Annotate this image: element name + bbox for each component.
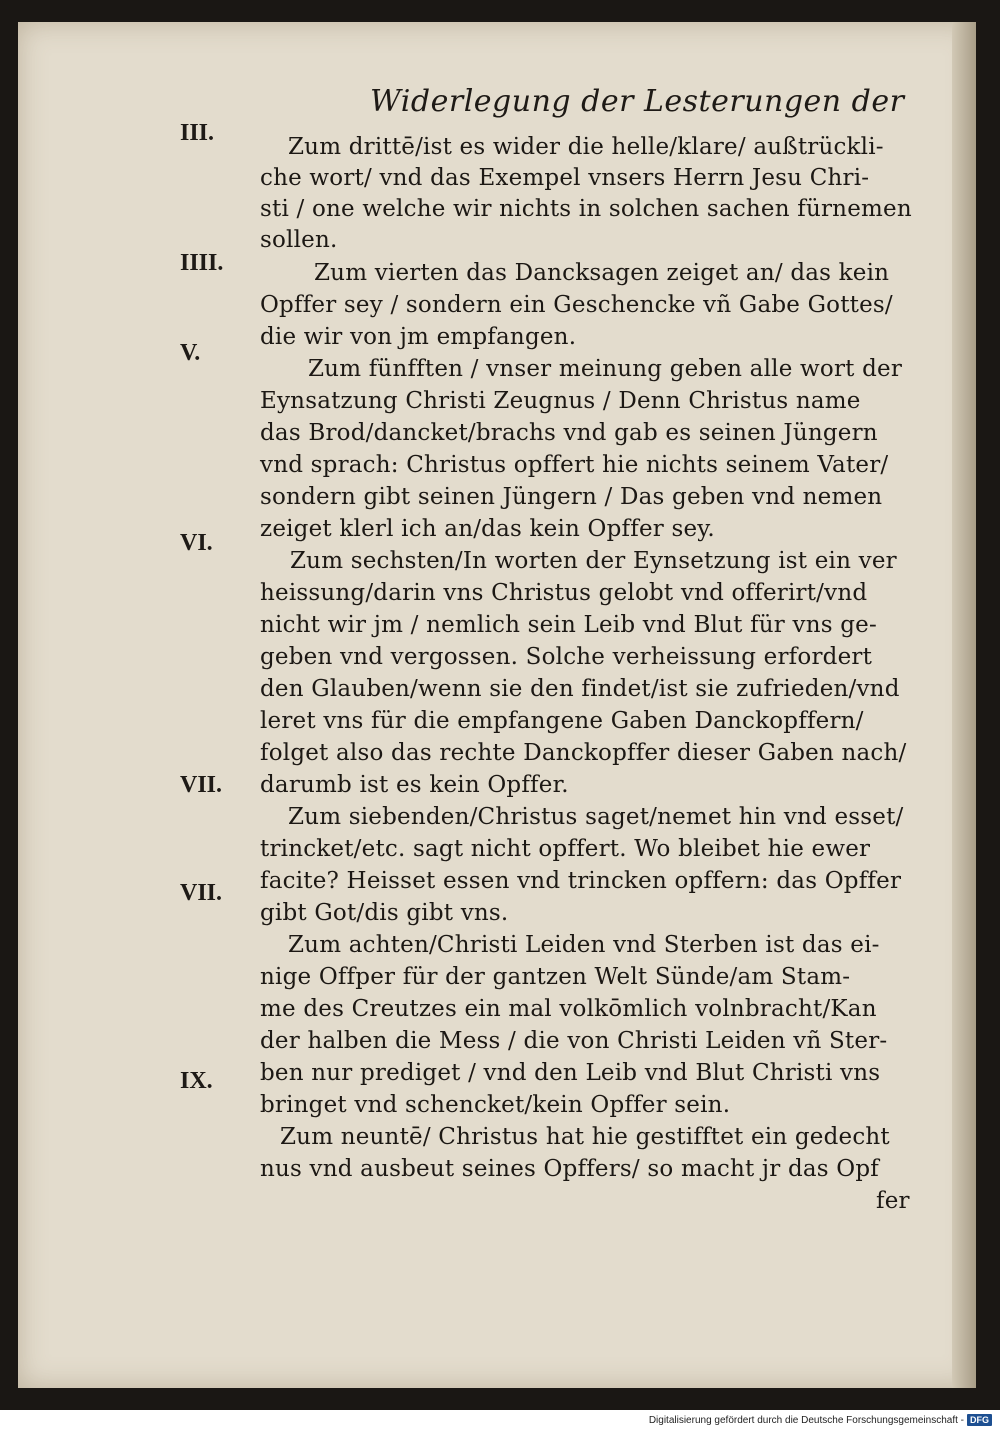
- margin-numeral: IIII.: [180, 250, 224, 276]
- margin-numeral: VI.: [180, 530, 213, 556]
- text-line: darumb ist es kein Opffer.: [260, 772, 569, 798]
- text-line: Zum sechsten/In worten der Eynsetzung ist ein ver: [290, 548, 897, 574]
- dfg-logo: DFG: [967, 1414, 992, 1426]
- text-line: Zum siebenden/Christus saget/nemet hin vnd esset/: [288, 804, 904, 830]
- text-line: ben nur prediget / vnd den Leib vnd Blut Christi vns: [260, 1060, 881, 1086]
- text-line: nus vnd ausbeut seines Opffers/ so macht jr das Opf: [260, 1156, 880, 1182]
- page-gutter-edge: [952, 22, 976, 1388]
- book-page: [18, 22, 976, 1388]
- text-line: me des Creutzes ein mal volkōmlich volnbracht/Kan: [260, 996, 877, 1022]
- margin-numeral: VII.: [180, 880, 223, 906]
- text-line: Zum neuntē/ Christus hat hie gestifftet ein gedecht: [280, 1124, 890, 1150]
- text-line: Zum fünfften / vnser meinung geben alle wort der: [308, 356, 903, 382]
- footer-text: Digitalisierung gefördert durch die Deutsche Forschungsgemeinschaft -: [648, 1415, 964, 1426]
- text-line: leret vns für die empfangene Gaben Danckopffern/: [260, 708, 864, 734]
- margin-numeral: IX.: [180, 1068, 213, 1094]
- text-line: Eynsatzung Christi Zeugnus / Denn Christus name: [260, 388, 861, 414]
- text-line: nige Offper für der gantzen Welt Sünde/am Stam-: [260, 964, 851, 990]
- margin-numeral: III.: [180, 120, 215, 146]
- text-line: sondern gibt seinen Jüngern / Das geben vnd nemen: [260, 484, 883, 510]
- text-line: den Glauben/wenn sie den findet/ist sie zufrieden/vnd: [260, 676, 900, 702]
- margin-numeral: VII.: [180, 772, 223, 798]
- text-line: sti / one welche wir nichts in solchen sachen fürnemen: [260, 196, 912, 222]
- text-line: Zum vierten das Dancksagen zeiget an/ das kein: [314, 260, 890, 286]
- text-line: gibt Got/dis gibt vns.: [260, 900, 509, 926]
- text-line: Zum achten/Christi Leiden vnd Sterben ist das ei-: [288, 932, 880, 958]
- text-line: Zum drittē/ist es wider die helle/klare/ außtrückli-: [288, 134, 884, 160]
- margin-numeral: V.: [180, 340, 201, 366]
- digitization-footer: [0, 1414, 992, 1426]
- text-line: trincket/etc. sagt nicht opffert. Wo bleibet hie ewer: [260, 836, 871, 862]
- running-head: Widerlegung der Lesterungen der: [370, 84, 905, 119]
- text-line: der halben die Mess / die von Christi Leiden vñ Ster-: [260, 1028, 888, 1054]
- text-line: die wir von jm empfangen.: [260, 324, 577, 350]
- text-line: Opffer sey / sondern ein Geschencke vñ Gabe Gottes/: [260, 292, 893, 318]
- text-line: das Brod/dancket/brachs vnd gab es seinen Jüngern: [260, 420, 878, 446]
- text-line: bringet vnd schencket/kein Opffer sein.: [260, 1092, 731, 1118]
- text-line: sollen.: [260, 227, 338, 253]
- text-line: heissung/darin vns Christus gelobt vnd offerirt/vnd: [260, 580, 868, 606]
- text-line: zeiget klerl ich an/das kein Opffer sey.: [260, 516, 715, 542]
- text-line: geben vnd vergossen. Solche verheissung erfordert: [260, 644, 873, 670]
- text-line: che wort/ vnd das Exempel vnsers Herrn Jesu Chri-: [260, 165, 870, 191]
- text-line: nicht wir jm / nemlich sein Leib vnd Blut für vns ge-: [260, 612, 877, 638]
- text-line: vnd sprach: Christus opffert hie nichts seinem Vater/: [260, 452, 889, 478]
- text-line: folget also das rechte Danckopffer dieser Gaben nach/: [260, 740, 907, 766]
- text-line: facite? Heisset essen vnd trincken opffern: das Opffer: [260, 868, 902, 894]
- catchword: fer: [876, 1188, 910, 1214]
